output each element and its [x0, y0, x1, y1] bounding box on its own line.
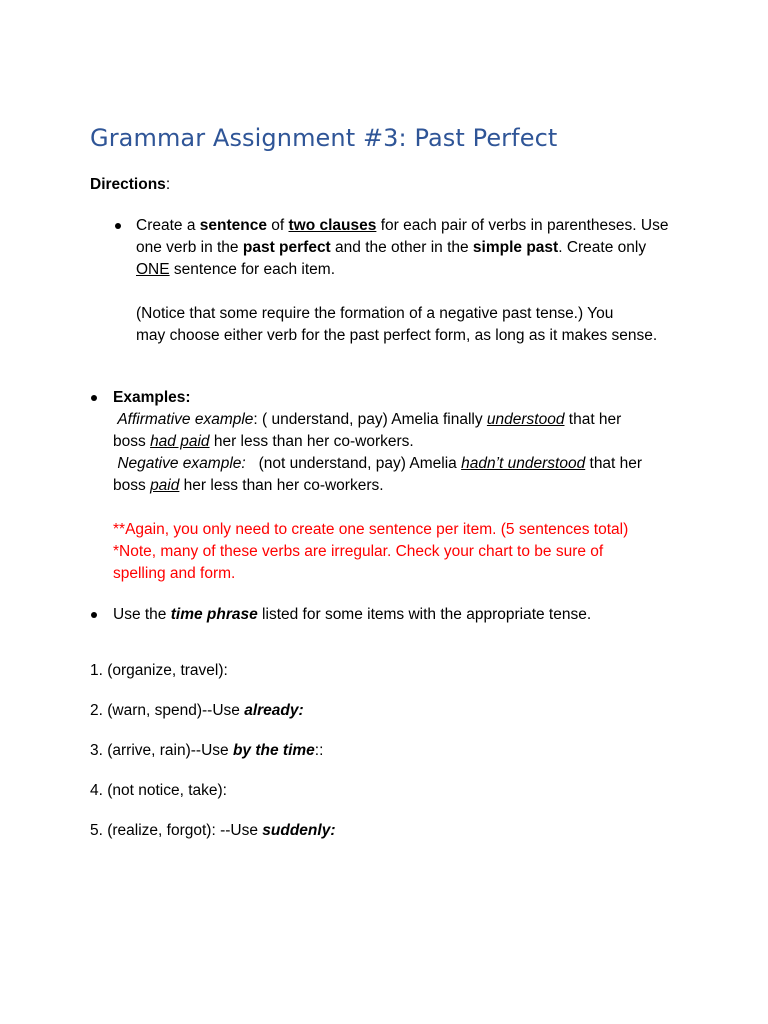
note-one-sentence: **Again, you only need to create one sentence per item. (5 sentences total)	[113, 521, 629, 538]
bullet-create-sentence	[136, 215, 668, 347]
item-2: 2. (warn, spend)--Use already:	[90, 702, 304, 719]
bullet-dot-1	[115, 223, 121, 229]
examples-heading: Examples:	[113, 389, 191, 406]
item-4: 4. (not notice, take):	[90, 782, 227, 799]
bullet-dot-3	[91, 612, 97, 618]
bullet1-line2: one verb in the past perfect and the other in the simple past. Create only	[136, 239, 647, 256]
directions-label: Directions	[90, 176, 166, 193]
bullet-time-phrase: Use the time phrase listed for some items with the appropriate tense.	[113, 606, 592, 623]
directions-heading	[90, 176, 170, 194]
directions-colon: :	[165, 176, 171, 193]
negative-example-line1: Negative example: (not understand, pay) Amelia hadn’t understood that her	[117, 455, 643, 472]
bullet1-line4: (Notice that some require the formation of a negative past tense.) You	[136, 305, 614, 322]
item-3: 3. (arrive, rain)--Use by the time::	[90, 742, 324, 759]
bullet1-line3: ONE sentence for each item.	[136, 261, 336, 278]
negative-example-line2: boss paid her less than her co-workers.	[113, 477, 384, 494]
note-spelling-form: spelling and form.	[113, 565, 236, 582]
bullet1-line1: Create a sentence of two clauses for each pair of verbs in parentheses. Use	[136, 217, 669, 234]
item-1: 1. (organize, travel):	[90, 662, 228, 679]
bullet-examples	[113, 387, 642, 585]
bullet-dot-2	[91, 395, 97, 401]
affirmative-example-line2: boss had paid her less than her co-workers.	[113, 433, 414, 450]
page-title: Grammar Assignment #3: Past Perfect	[90, 124, 558, 152]
note-irregular-verbs: *Note, many of these verbs are irregular. Check your chart to be sure of	[113, 543, 604, 560]
affirmative-example-line1: Affirmative example: ( understand, pay) Amelia finally understood that her	[117, 411, 622, 428]
item-5: 5. (realize, forgot): --Use suddenly:	[90, 822, 336, 839]
bullet1-line5: may choose either verb for the past perfect form, as long as it makes sense.	[136, 327, 658, 344]
